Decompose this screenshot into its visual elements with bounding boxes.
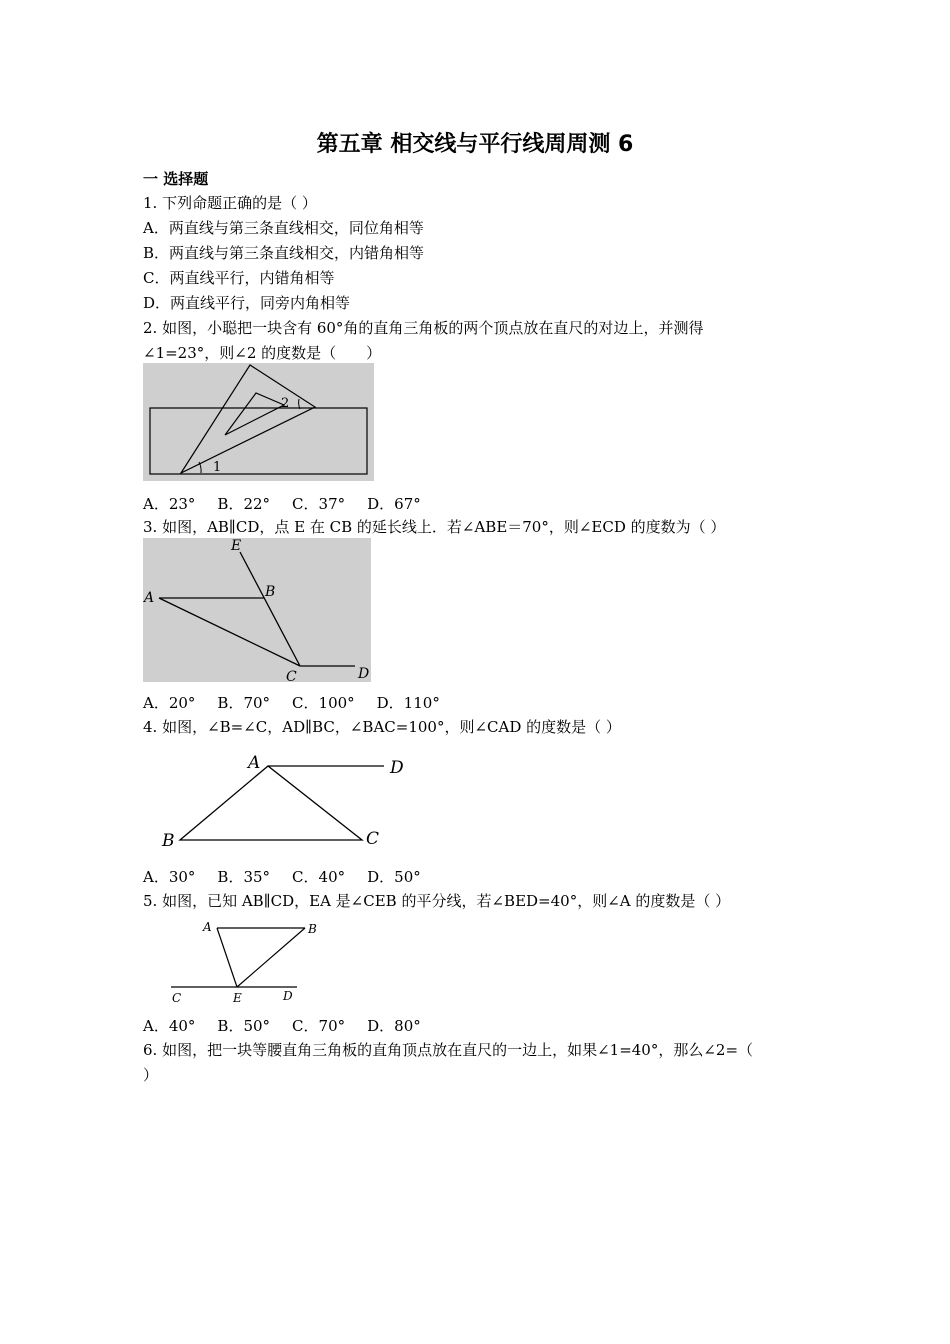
q4-stem: 4. 如图，∠B=∠C，AD∥BC，∠BAC=100°，则∠CAD 的度数是（ ） [143,718,621,736]
point-c-label: C [286,669,297,684]
q5-options [143,1015,443,1036]
q5-option-b: B．50° [217,1017,271,1035]
q3-options [143,692,462,713]
q5-option-d: D．80° [367,1017,421,1035]
segment-be [237,928,305,987]
point-d-label: D [358,666,370,682]
point-d-label: D [390,758,404,778]
point-a-label: A [203,920,212,934]
q3-stem: 3. 如图，AB∥CD，点 E 在 CB 的延长线上．若∠ABE＝70°，则∠ECD 的度数为（ ） [143,518,726,536]
point-b-label: B [308,922,317,936]
point-a-label: A [144,590,155,606]
q5-figure [165,916,325,1008]
q2-figure-background [143,363,374,481]
q3-option-c: C．100° [292,694,355,712]
angle1-label: 1 [213,460,222,475]
q1-option-a: A．两直线与第三条直线相交，同位角相等 [143,219,424,237]
page-title: 第五章 相交线与平行线周周测 6 [316,132,634,157]
q3-figure [143,538,378,684]
point-d-label: D [283,989,293,1003]
q1-stem: 1. 下列命题正确的是（ ） [143,194,317,212]
q2-stem-line2: ∠1=23°，则∠2 的度数是（ ） [143,344,382,362]
q3-figure-background [143,538,371,682]
triangle-abc [180,766,362,840]
q3-option-b: B．70° [217,694,271,712]
q4-option-b: B．35° [217,868,271,886]
q2-figure [143,363,374,481]
point-e-label: E [233,991,242,1005]
q5-option-c: C．70° [292,1017,346,1035]
section-heading: 一 选择题 [143,170,209,188]
q2-option-b: B．22° [217,495,271,513]
q5-option-a: A．40° [143,1017,196,1035]
q3-option-d: D．110° [376,694,440,712]
point-b-label: B [162,831,175,851]
q6-stem-line2: ） [143,1066,159,1084]
q5-stem: 5. 如图，已知 AB∥CD，EA 是∠CEB 的平分线，若∠BED=40°，则∠A 的度数是（ ） [143,892,731,910]
q4-option-c: C．40° [292,868,346,886]
point-a-label: A [248,753,261,773]
point-b-label: B [265,584,276,600]
q4-figure [150,748,415,853]
point-e-label: E [231,538,242,554]
q2-option-c: C．37° [292,495,346,513]
q1-option-d: D．两直线平行，同旁内角相等 [143,294,351,312]
q2-stem-line1: 2. 如图，小聪把一块含有 60°角的直角三角板的两个顶点放在直尺的对边上，并测得 [143,319,704,337]
point-c-label: C [366,829,380,849]
q6-stem-line1: 6. 如图，把一块等腰直角三角板的直角顶点放在直尺的一边上，如果∠1=40°，那么∠2=（ [143,1041,754,1059]
q2-option-d: D．67° [367,495,421,513]
q1-option-c: C．两直线平行，内错角相等 [143,269,335,287]
segment-ae [217,928,237,987]
q4-option-a: A．30° [143,868,196,886]
angle2-label: 2 [281,396,290,411]
q1-option-b: B．两直线与第三条直线相交，内错角相等 [143,244,425,262]
q4-options [143,866,443,887]
q2-options [143,493,443,514]
q3-option-a: A．20° [143,694,196,712]
point-c-label: C [172,991,182,1005]
q2-option-a: A．23° [143,495,196,513]
q4-option-d: D．50° [367,868,421,886]
